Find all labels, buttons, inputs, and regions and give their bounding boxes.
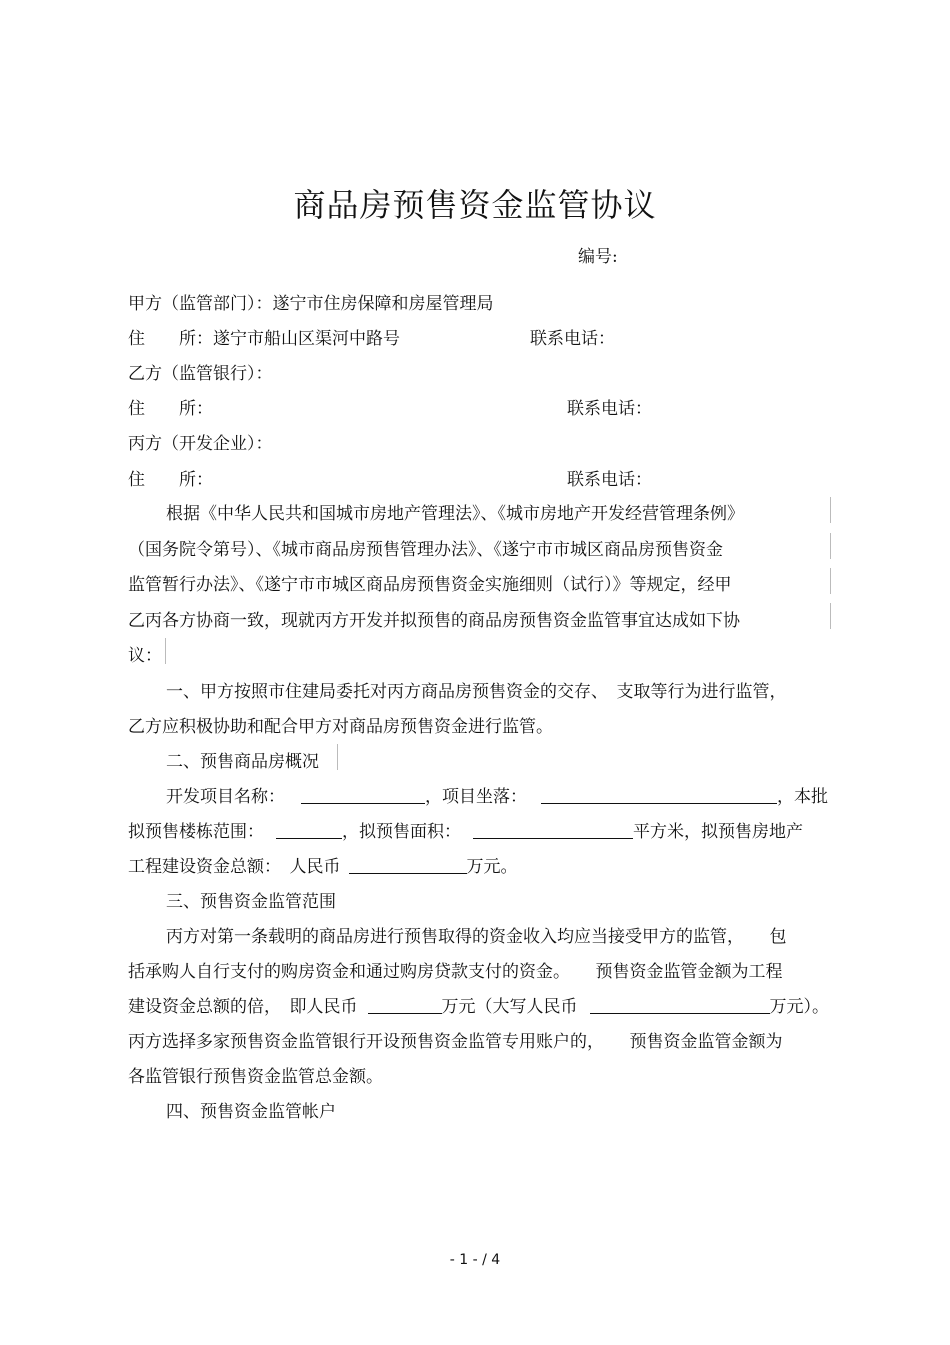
margin-mark bbox=[830, 497, 831, 523]
section-1-line-1: 一、甲方按照市住建局委托对丙方商品房预售资金的交存、 支取等行为进行监管， bbox=[166, 682, 787, 702]
section-2-line-2 bbox=[128, 817, 803, 842]
section-3-line-4: 丙方选择多家预售资金监管银行开设预售资金监管专用账户的， 预售资金监管金额为 bbox=[128, 1032, 783, 1052]
batch-text: ，本批 bbox=[777, 787, 828, 807]
construction-fund-blank[interactable] bbox=[349, 855, 467, 874]
supervision-amount-upper-blank[interactable] bbox=[590, 995, 770, 1014]
margin-mark bbox=[165, 638, 166, 664]
construction-fund-unit: 万元。 bbox=[466, 857, 518, 877]
section-2-line-3 bbox=[128, 852, 518, 877]
preamble-line-1: 根据《中华人民共和国城市房地产管理法》、《城市房地产开发经营管理条例》 bbox=[166, 504, 744, 524]
party-b-address: 住 所： bbox=[128, 399, 213, 419]
party-a-address: 住 所：遂宁市船山区渠河中路号 bbox=[128, 329, 400, 349]
party-c-label: 丙方（开发企业）： bbox=[128, 434, 273, 454]
section-2-heading: 二、预售商品房概况 bbox=[166, 752, 319, 772]
page-number: - 1 - / 4 bbox=[449, 1252, 501, 1268]
section-4-heading: 四、预售资金监管帐户 bbox=[166, 1102, 336, 1122]
section-3-line-5: 各监管银行预售资金监管总金额。 bbox=[128, 1067, 383, 1087]
section-3-line-2: 括承购人自行支付的购房资金和通过购房贷款支付的资金。 预售资金监管金额为工程 bbox=[128, 962, 783, 982]
supervision-amount-label: 建设资金总额的倍， 即人民币 bbox=[128, 997, 358, 1017]
presale-area-label: ，拟预售面积： bbox=[342, 822, 461, 842]
party-b-label: 乙方（监管银行）： bbox=[128, 364, 273, 384]
document-title: 商品房预售资金监管协议 bbox=[293, 186, 657, 224]
building-range-label: 拟预售楼栋范围： bbox=[128, 822, 264, 842]
section-2-line-1 bbox=[166, 782, 828, 807]
margin-mark bbox=[337, 744, 338, 770]
presale-area-blank[interactable] bbox=[473, 820, 633, 839]
party-c-phone: 联系电话： bbox=[567, 470, 652, 490]
section-1-line-2: 乙方应积极协助和配合甲方对商品房预售资金进行监管。 bbox=[128, 717, 553, 737]
section-3-line-1: 丙方对第一条载明的商品房进行预售取得的资金收入均应当接受甲方的监管， 包 bbox=[166, 927, 787, 947]
section-3-heading: 三、预售资金监管范围 bbox=[166, 892, 336, 912]
preamble-line-3: 监管暂行办法》、《遂宁市市城区商品房预售资金实施细则（试行）》等规定，经甲 bbox=[128, 575, 732, 595]
section-3-line-3 bbox=[128, 992, 829, 1017]
supervision-amount-unit: 万元）。 bbox=[769, 997, 829, 1017]
party-b-phone: 联系电话： bbox=[567, 399, 652, 419]
presale-area-unit: 平方米，拟预售房地产 bbox=[633, 822, 803, 842]
project-location-blank[interactable] bbox=[541, 785, 777, 804]
preamble-line-5: 议： bbox=[128, 646, 162, 666]
party-a-label: 甲方（监管部门）：遂宁市住房保障和房屋管理局 bbox=[128, 294, 494, 314]
serial-number-label: 编号: bbox=[578, 247, 618, 267]
supervision-amount-blank[interactable] bbox=[368, 995, 442, 1014]
party-a-phone: 联系电话： bbox=[530, 329, 615, 349]
project-name-blank[interactable] bbox=[301, 785, 425, 804]
party-c-address: 住 所： bbox=[128, 470, 213, 490]
margin-mark bbox=[830, 533, 831, 559]
project-name-label: 开发项目名称： bbox=[166, 787, 285, 807]
margin-mark bbox=[830, 603, 831, 629]
preamble-line-4: 乙丙各方协商一致，现就丙方开发并拟预售的商品房预售资金监管事宜达成如下协 bbox=[128, 611, 740, 631]
margin-mark bbox=[830, 568, 831, 594]
project-location-label: ，项目坐落： bbox=[425, 787, 527, 807]
supervision-amount-upper-label: 万元（大写人民币 bbox=[441, 997, 578, 1017]
preamble-line-2: （国务院令第号）、《城市商品房预售管理办法》、《遂宁市市城区商品房预售资金 bbox=[128, 540, 723, 560]
building-range-blank[interactable] bbox=[276, 820, 342, 839]
construction-fund-label: 工程建设资金总额： 人民币 bbox=[128, 857, 341, 877]
